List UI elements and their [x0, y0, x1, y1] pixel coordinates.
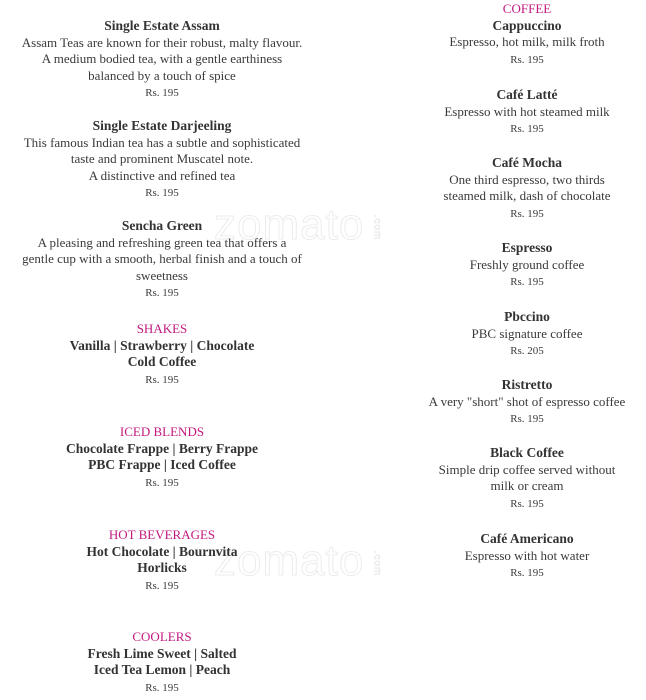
item-description: steamed milk, dash of chocolate — [443, 188, 611, 203]
menu-item — [0, 118, 324, 202]
item-options: Iced Tea Lemon | Peach — [93, 662, 231, 677]
menu-item — [0, 218, 324, 302]
item-description: taste and prominent Muscatel note. — [70, 151, 254, 166]
item-title: Single Estate Darjeeling — [92, 118, 232, 133]
item-description: Espresso with hot water — [464, 547, 590, 563]
item-price: Rs. 195 — [510, 123, 544, 135]
category-heading: COFFEE — [502, 1, 552, 16]
item-description: A medium bodied tea, with a gentle earthiness — [41, 51, 283, 66]
item-options: Cold Coffee — [127, 354, 197, 369]
item-description: Simple drip coffee served without — [438, 461, 616, 477]
item-price: Rs. 195 — [145, 579, 179, 592]
category-heading: ICED BLENDS — [119, 424, 205, 439]
category-heading: COOLERS — [132, 629, 192, 644]
menu-item — [0, 527, 324, 595]
item-price: Rs. 195 — [510, 276, 544, 288]
item-price: Rs. 195 — [510, 413, 544, 425]
item-description: Espresso, hot milk, milk froth — [449, 34, 605, 49]
item-description: This famous Indian tea has a subtle and sophisticated — [23, 134, 301, 150]
item-options: Fresh Lime Sweet | Salted — [87, 645, 237, 661]
item-price: Rs. 205 — [510, 345, 544, 357]
item-description: Assam Teas are known for their robust, malty flavour. — [21, 34, 303, 50]
item-description: Espresso with hot steamed milk — [444, 103, 610, 119]
menu-item — [416, 87, 638, 138]
item-price: Rs. 195 — [145, 681, 179, 694]
item-description: One third espresso, two thirds — [449, 171, 605, 187]
item-title: Sencha Green — [121, 218, 203, 233]
item-title: Café Latté — [496, 87, 558, 102]
category-heading: HOT BEVERAGES — [108, 527, 216, 542]
item-title: Black Coffee — [490, 445, 564, 460]
item-description: PBC signature coffee — [471, 325, 583, 341]
item-title: Café Americano — [480, 531, 574, 546]
item-title: Café Mocha — [491, 155, 563, 170]
item-price: Rs. 195 — [145, 187, 179, 199]
menu-item — [0, 321, 324, 389]
category-heading: SHAKES — [136, 321, 188, 336]
item-description: Freshly ground coffee — [469, 256, 585, 272]
item-description: A distinctive and refined tea — [88, 167, 236, 183]
item-options: Vanilla | Strawberry | Chocolate — [69, 337, 255, 353]
menu-item — [0, 629, 324, 697]
item-price: Rs. 195 — [510, 497, 544, 510]
item-title: Espresso — [501, 240, 553, 255]
menu-item — [416, 309, 638, 360]
item-title: Ristretto — [501, 377, 553, 392]
item-price: Rs. 195 — [510, 53, 544, 66]
item-description: A pleasing and refreshing green tea that offers a — [37, 234, 287, 250]
item-price: Rs. 195 — [145, 287, 179, 299]
watermark-logo: zomato .com — [214, 200, 383, 249]
watermark-logo: zomato .com — [214, 536, 383, 585]
item-price: Rs. 195 — [510, 207, 544, 220]
item-description: sweetness — [136, 267, 188, 283]
item-price: Rs. 195 — [145, 87, 179, 99]
item-options: PBC Frappe | Iced Coffee — [88, 457, 236, 472]
menu-item — [416, 445, 638, 513]
item-description: gentle cup with a smooth, herbal finish and a touch of — [22, 251, 302, 266]
item-description: A very "short" shot of espresso coffee — [428, 393, 626, 409]
item-price: Rs. 195 — [145, 373, 179, 386]
menu-item — [416, 531, 638, 582]
item-title: Cappuccino — [492, 17, 562, 33]
item-options: Horlicks — [137, 560, 187, 575]
item-price: Rs. 195 — [145, 476, 179, 489]
menu-item — [416, 155, 638, 223]
item-options: Hot Chocolate | Bournvita — [86, 543, 238, 559]
menu-item — [0, 18, 324, 102]
item-title: Pbccino — [504, 309, 550, 324]
item-title: Single Estate Assam — [104, 18, 220, 33]
menu-item — [416, 377, 638, 428]
item-price: Rs. 195 — [510, 567, 544, 579]
item-description: milk or cream — [490, 478, 564, 493]
item-description: balanced by a touch of spice — [88, 67, 236, 83]
item-options: Chocolate Frappe | Berry Frappe — [66, 440, 258, 456]
menu-item — [416, 240, 638, 291]
menu-item — [416, 1, 638, 69]
menu-item — [0, 424, 324, 492]
